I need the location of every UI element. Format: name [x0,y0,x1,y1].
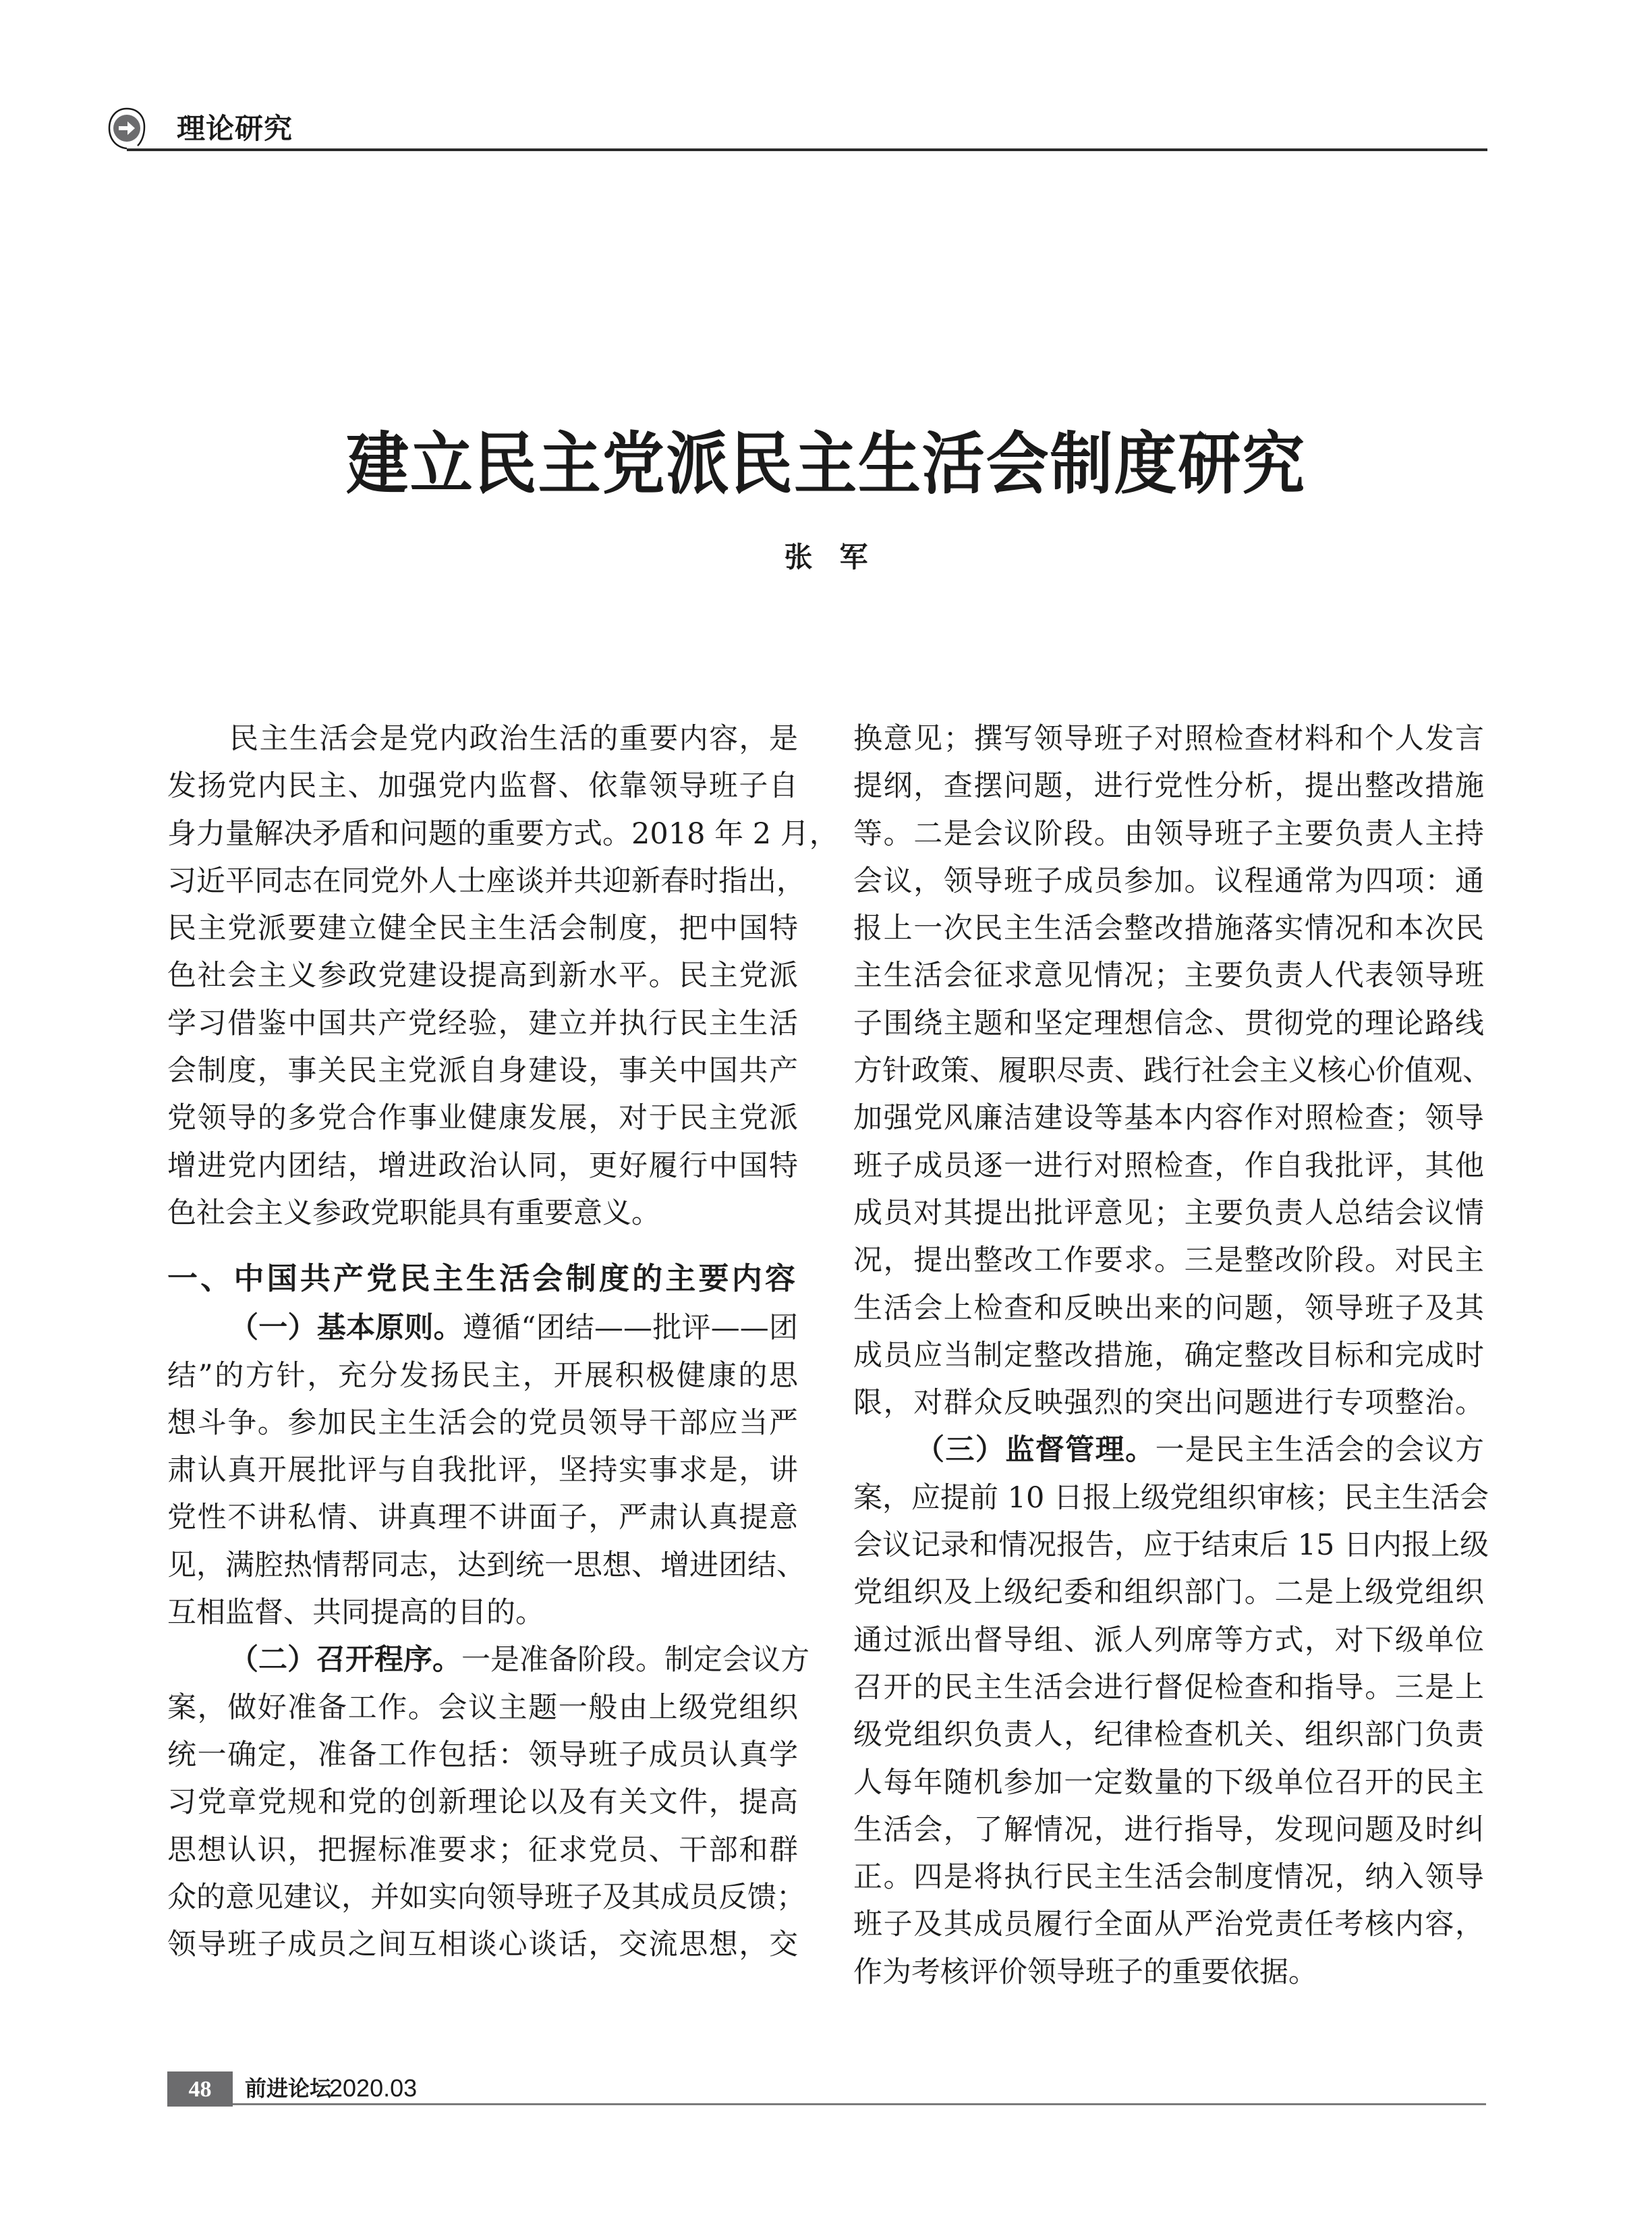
text-line: 生活会，了解情况，进行指导，发现问题及时纠 [853,1812,1484,1847]
text-line: 见，满腔热情帮同志，达到统一思想、增进团结、 [167,1548,805,1582]
text-line: 案，应提前 10 日报上级党组织审核；民主生活会 [853,1480,1489,1515]
text-line [853,1426,1484,1474]
text-line: 报上一次民主生活会整改措施落实情况和本次民 [853,912,1484,946]
header-rule [127,148,1487,151]
text-line: 民主生活会是党内政治生活的重要内容，是 [229,722,798,756]
issue-number: 2020.03 [329,2074,418,2102]
text-line: 民主党派要建立健全民主生活会制度，把中国特 [167,912,798,946]
text-line: 会议，领导班子成员参加。议程通常为四项：通 [853,864,1484,898]
subsection-meeting-procedure [167,1636,809,1968]
text-line: 思想认识，把握标准要求；征求党员、干部和群 [167,1833,798,1867]
text-line: 作为考核评价领导班子的重要依据。 [853,1955,1317,1989]
text-line: 党领导的多党合作事业健康发展，对于民主党派 [167,1101,798,1136]
text-line: 生活会上检查和反映出来的问题，领导班子及其 [853,1291,1484,1325]
footer-rule [233,2103,1486,2105]
text-line: 众的意见建议，并如实向领导班子及其成员反馈； [167,1880,805,1914]
text-line [167,1304,798,1352]
subsection-text: 遵循“团结——批评——团 [462,1311,798,1345]
section-heading: 一、中国共产党民主生活会制度的主要内容 [167,1260,795,1297]
text-line: 领导班子成员之间互相谈心谈话，交流思想，交 [167,1928,798,1962]
text-line: 发扬党内民主、加强党内监督、依靠领导班子自 [167,769,798,804]
text-line: 增进党内团结，增进政治认同，更好履行中国特 [167,1148,798,1183]
text-line: 会制度，事关民主党派自身建设，事关中国共产 [167,1054,798,1088]
subsection-label: （一）基本原则。 [229,1311,463,1345]
running-footer [167,2071,1486,2107]
text-line: 加强党风廉洁建设等基本内容作对照检查；领导 [853,1101,1484,1136]
text-line: 习近平同志在同党外人士座谈并共迎新春时指出， [167,864,805,898]
text-line: 党性不讲私情、讲真理不讲面子，严肃认真提意 [167,1501,798,1535]
text-line: 班子及其成员履行全面从严治党责任考核内容， [853,1908,1484,1942]
text-line: 等。二是会议阶段。由领导班子主要负责人主持 [853,816,1484,851]
running-header [108,105,1487,152]
text-line: 人每年随机参加一定数量的下级单位召开的民主 [853,1765,1484,1800]
intro-paragraph [167,715,838,1237]
arrow-right-circle-icon [108,107,150,150]
right-column [853,715,1491,1996]
page-number: 48 [167,2071,233,2107]
text-line: 统一确定，准备工作包括：领导班子成员认真学 [167,1737,798,1772]
text-line: 正。四是将执行民主生活会制度情况，纳入领导 [853,1860,1484,1895]
text-line: 结”的方针，充分发扬民主，开展积极健康的思 [167,1358,798,1393]
text-line: 案，做好准备工作。会议主题一般由上级党组织 [167,1690,798,1725]
subsection-label: （三）监督管理。 [915,1433,1156,1468]
text-line: 习党章党规和党的创新理论以及有关文件，提高 [167,1785,798,1820]
subsection-label: （二）召开程序。 [229,1643,461,1677]
article-author: 张军 [784,540,895,574]
text-line: 限，对群众反映强烈的突出问题进行专项整治。 [853,1386,1484,1420]
text-line: 肃认真开展批评与自我批评，坚持实事求是，讲 [167,1453,798,1488]
subsection-text: 一是民主生活会的会议方 [1155,1433,1485,1468]
subsection-basic-principles [167,1304,805,1636]
text-line: 会议记录和情况报告，应于结束后 15 日内报上级 [853,1528,1489,1563]
text-line: 提纲，查摆问题，进行党性分析，提出整改措施 [853,769,1484,804]
text-line: 级党组织负责人，纪律检查机关、组织部门负责 [853,1718,1484,1752]
text-line: 互相监督、共同提高的目的。 [167,1596,544,1630]
article-title: 建立民主党派民主生活会制度研究 [346,424,1306,503]
text-line [167,1636,809,1684]
text-line: 身力量解决矛盾和问题的重要方式。2018 年 2 月， [167,816,838,851]
text-line: 成员对其提出批评意见；主要负责人总结会议情 [853,1196,1484,1230]
text-line: 色社会主义参政党职能具有重要意义。 [167,1196,660,1230]
text-line: 况，提出整改工作要求。三是整改阶段。对民主 [853,1244,1484,1278]
journal-name: 前进论坛 [245,2076,332,2101]
text-line: 班子成员逐一进行对照检查，作自我批评，其他 [853,1148,1484,1183]
subsection-text: 一是准备阶段。制定会议方 [461,1643,809,1677]
text-line: 想斗争。参加民主生活会的党员领导干部应当严 [167,1406,798,1440]
text-line: 党组织及上级纪委和组织部门。二是上级党组织 [853,1576,1484,1610]
text-line: 方针政策、履职尽责、践行社会主义核心价值观、 [853,1054,1491,1088]
text-line: 通过派出督导组、派人列席等方式，对下级单位 [853,1623,1484,1657]
left-column [167,715,838,1968]
text-line: 学习借鉴中国共产党经验，建立并执行民主生活 [167,1006,798,1040]
text-line: 子围绕主题和坚定理想信念、贯彻党的理论路线 [853,1006,1484,1040]
procedure-continuation [853,715,1491,1426]
text-line: 换意见；撰写领导班子对照检查材料和个人发言 [853,722,1484,756]
subsection-supervision [853,1426,1489,1996]
text-line: 色社会主义参政党建设提高到新水平。民主党派 [167,959,798,993]
text-line: 成员应当制定整改措施，确定整改目标和完成时 [853,1338,1484,1372]
section-label: 理论研究 [177,112,293,145]
text-line: 主生活会征求意见情况；主要负责人代表领导班 [853,959,1484,993]
text-line: 召开的民主生活会进行督促检查和指导。三是上 [853,1670,1484,1704]
